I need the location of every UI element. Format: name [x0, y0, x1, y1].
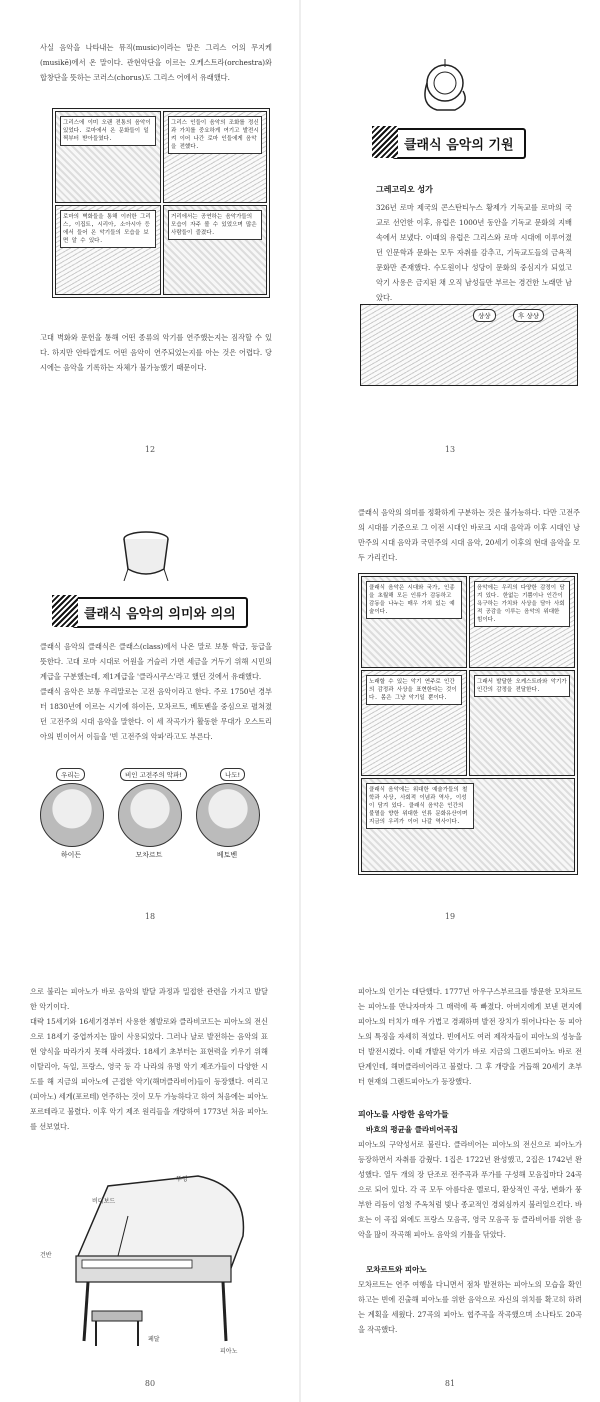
chapter-title [72, 597, 248, 628]
comic-caption: 노래할 수 있는 악기 연주로 인간의 감정과 사상을 표현한다는 것이다. 몸은 그냥 악기일 뿐이다. [366, 675, 462, 705]
composer-name: 베토벤 [216, 851, 238, 859]
comic-panel [163, 205, 267, 295]
page-18 [0, 467, 300, 934]
paragraph: 고대 벽화와 문헌을 통해 어떤 종류의 악기를 연주했는지는 짐작할 수 있다. 하지만 안타깝게도 어떤 음악이 연주되었는지를 아는 것은 어렵다. 당시에는 음악을 기록하는 자체가 불가능했기 때문이다. [40, 333, 272, 372]
paragraph: 모차르트는 연주 여행을 다니면서 점차 발전하는 피아노의 모습을 확인하고는 빈에 진출해 피아노를 위한 음악으로 자신의 위치를 확고히 하려는 계획을 세웠다. 27곡의 피아노 협주곡을 작곡했으며 소나타도 20곡을 작곡했다. [358, 1280, 582, 1334]
french-horn-illustration [415, 55, 475, 115]
comic-caption: 그리스에 이미 오랜 전통의 음악이 있었다. 로마에서 온 문화들이 일찍부터 받아들였다. [60, 116, 156, 146]
comic-panel [469, 670, 575, 776]
paragraph: 사실 음악을 나타내는 뮤직(music)이라는 말은 그리스 어의 무지케(musikē)에서 온 말이다. 관현악단을 이르는 오케스트라(orchestra)와 합창단을 뜻하는 코러스(chorus)도 그리스 어에서 유래했다. [40, 43, 272, 82]
piano-part-label: 비디보드 [92, 1198, 116, 1205]
paragraph: 클래식 음악의 의미를 정확하게 구분하는 것은 불가능하다. 다만 고전주의 시대를 기준으로 그 이전 시대인 바로크 시대 음악과 이후 시대인 낭만주의 시대 음악과 국민주의 시대 음악, 20세기 이후의 현대 음악을 모두 가리킨다. [358, 508, 580, 562]
comic-strip [358, 573, 578, 875]
page-number: 13 [444, 445, 456, 454]
comic-strip [52, 108, 270, 298]
spread-1 [0, 0, 600, 467]
page-number: 80 [144, 1379, 156, 1388]
paragraph: 326년 로마 제국의 콘스탄티누스 황제가 기독교를 로마의 국교로 선언한 이후, 유럽은 1000년 동안을 기독교 문화의 지배 속에서 보냈다. 이때의 유럽은 그리스와 로마 시대에 이루어졌던 인문학과 문화는 모두 자취를 감추고, 기독교도들의 금욕적 문화만 존재했다. 수도원이나 성당이 문화의 중심지가 되었고 악기 사용은 금지된 채 오직 남성들만 부르는 경건한 노래만 남았다. [376, 203, 572, 302]
piano-part-label: 피아노 [220, 1348, 238, 1355]
piano-part-label: 뚜껑 [176, 1176, 188, 1183]
portrait-haydn [40, 783, 104, 847]
chapter-title-text: 클래식 음악의 의미와 의의 [84, 607, 236, 622]
paragraph: 피아노의 구약성서로 불린다. 클라비어는 피아노의 전신으로 피아노가 등장하면서 자취를 감췄다. 1집은 1722년 완성했고, 2집은 1742년 완성했다. 열두 개의 장 단조로 전주곡과 푸가를 구성해 모음집마다 24곡으로 되어 있다. 각 곡 모두 아름다운 멜로디, 환상적인 곡상, 변화가 풍부한 리듬이 엄청 주옥처럼 빛나 종교적인 경외심까지 불러일으킨다. 바흐는 이 곡집 외에도 프랑스 모음곡, 영국 모음곡 등 클라비어를 위한 음악을 많이 작곡해 피아노 음악의 기틀을 닦았다. [358, 1140, 582, 1239]
comic-caption: 음악에는 우리의 다양한 감정이 담겨 있다. 한없는 기쁨이나 인간이 욕구하는 가치와 사상을 담아 사회적 공감을 이루는 음악의 위대한 힘이다. [474, 581, 570, 627]
speech-bubble: 후 샹샹 [513, 309, 544, 322]
comic-caption: 거리에서는 공연하는 음악가들의 모습이 자주 볼 수 있었으며 많은 사람들이 즐겼다. [168, 210, 262, 240]
paragraph: 피아노의 인기는 대단했다. 1777년 아우구스부르크를 방문한 모차르트는 피아노를 만나자마자 그 매력에 푹 빠졌다. 아버지에게 보낸 편지에 피아노의 터치가 매우 가볍고 경쾌하며 발전 장치가 뛰어나다는 등 피아노의 특징을 자세히 적었다. 빈에서도 여러 제작자들이 피아노의 성능을 더 발전시켰다. 이때 개발된 악기가 바로 지금의 그랜드피아노 바로 전 단계인데, 해머클라비어라고 불렸다. 그 후 개량을 거듭해 20세기 초부터 현재의 그랜드피아노가 등장했다. [358, 987, 582, 1086]
page-number: 18 [144, 912, 156, 921]
grand-piano-illustration [48, 1166, 258, 1356]
page-80 [0, 934, 300, 1401]
spread-2 [0, 467, 600, 934]
spread-3 [0, 934, 600, 1401]
comic-panel [55, 205, 161, 295]
comic-caption: 로마의 벽화들을 통해 이러한 그리스, 이집트, 시리아, 소아시아 등에서 들어 온 악기들의 모습을 보면 알 수 있다. [60, 210, 156, 248]
drum-illustration [118, 525, 174, 581]
speech-bubble: 샹샹 [473, 309, 496, 322]
monks-illustration [360, 304, 578, 386]
comic-panel [361, 576, 467, 668]
piano-part-label: 건반 [40, 1252, 52, 1259]
comic-panel [361, 778, 575, 872]
section-heading: 피아노를 사랑한 음악가들 [358, 1110, 449, 1119]
page-number: 81 [444, 1379, 456, 1388]
comic-caption: 클래식 음악은 시대와 국가, 인종을 초월해 모든 인류가 감동하고 감동을 나누는 매우 가치 있는 예술이다. [366, 581, 462, 619]
comic-caption: 그래서 발달한 오케스트라와 악기가 인간의 감정을 전달한다. [474, 675, 570, 697]
page-13 [300, 0, 600, 467]
page-81 [300, 934, 600, 1401]
speech-bubble: 비인 고전주의 악파! [120, 768, 187, 781]
chapter-title [392, 128, 526, 159]
chapter-title-text: 클래식 음악의 기원 [404, 138, 514, 153]
comic-panel [469, 576, 575, 668]
portrait-mozart [118, 783, 182, 847]
page-number: 19 [444, 912, 456, 921]
comic-panel [163, 111, 267, 203]
page-number: 12 [144, 445, 156, 454]
comic-panel [55, 111, 161, 203]
composer-name: 하이든 [60, 851, 82, 859]
composer-name: 모차르트 [135, 851, 163, 859]
speech-bubble: 우리는 [56, 768, 85, 781]
page-12 [0, 0, 300, 467]
speech-bubble: 나도! [220, 768, 245, 781]
paragraph: 클래식 음악의 클래식은 클래스(class)에서 나온 말로 보통 학급, 등급을 뜻한다. 고대 로마 시대로 어원을 거슬러 가면 세금을 거두기 위해 시민의 계급을 구분했는데, 제1계급을 '클라시쿠스'라고 했던 것에서 유래했다. 클래식 음악은 보통 우리말로는 고전 음악이라고 한다. 주로 1750년 경부터 1830년에 이르는 시기에 하이든, 모차르트, 베토벤을 중심으로 펼쳐졌던 고전주의 시대 음악을 말한다. 이 세 작곡가가 활동한 무대가 오스트리아의 빈이어서 이들을 '빈 고전주의 악파'라고도 부른다. [40, 642, 272, 741]
subsection-heading: 바흐의 평균율 클라비어곡집 [366, 1125, 459, 1134]
paragraph: 으로 불리는 피아노가 바로 음악의 발달 과정과 밀접한 관련을 가지고 발달한 악기이다. 대략 15세기와 16세기경부터 사용한 쳄발로와 클라비코드는 피아노의 전신으로 18세기 중엽까지는 많이 사용되었다. 그러나 날로 발전하는 음악의 표현 양식을 따라가지 못해 사라졌다. 18세기 초부터는 표현력을 키우기 위해 이탈리아, 독일, 프랑스, 영국 등 각 나라의 유명 악기 제조가들이 다양한 시도를 해 지금의 피아노에 근접한 악기(해머클라비어)들이 등장했다. 여리고(피아노) 세게(포르테) 연주하는 것이 모두 가능하다고 하여 처음에는 피아노 포르테라고 불렸다. 이후 악기 제조 원리들을 개량하여 1773년 처음 피아노를 선보였다. [30, 987, 268, 1131]
portrait-beethoven [196, 783, 260, 847]
section-heading: 그레고리오 성가 [376, 185, 433, 194]
comic-caption: 그리스 인들이 음악의 조화를 정신과 가치를 중요하게 여기고 발전시켜 이어 나간 로마 인들에게 음악을 전했다. [168, 116, 262, 154]
subsection-heading: 모차르트와 피아노 [366, 1265, 427, 1274]
comic-caption: 클래식 음악에는 위대한 예술가들의 철학과 사상, 사회적 이념과 역사, 이성이 담겨 있다. 클래식 음악은 인간의 불멸을 향한 위대한 인류 문화유산이며 지금의 우리가 이어 나갈 역사이다. [366, 783, 474, 829]
page-19 [300, 467, 600, 934]
piano-part-label: 페달 [148, 1336, 160, 1343]
comic-panel [361, 670, 467, 776]
